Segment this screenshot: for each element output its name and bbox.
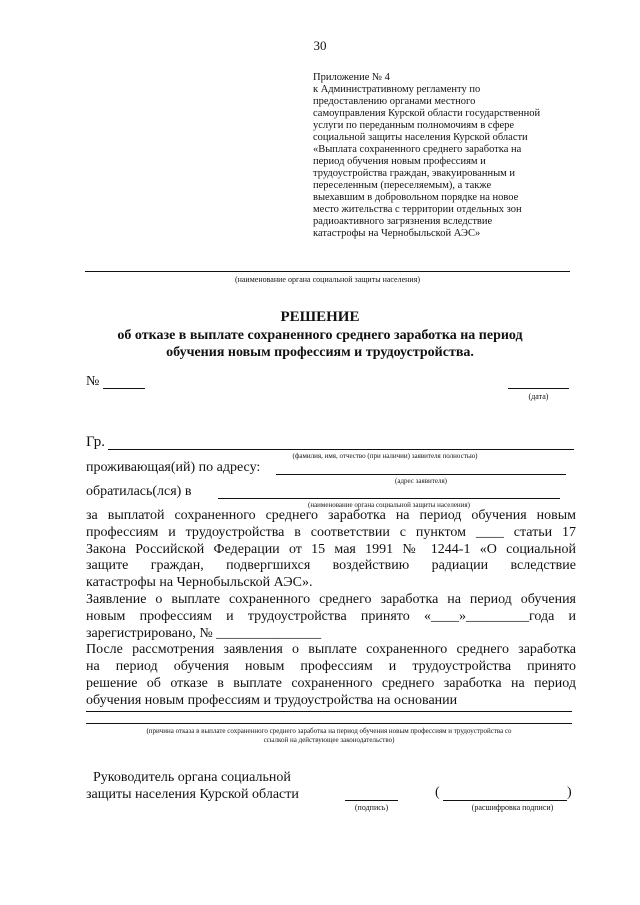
paragraph-1-line: профессиям и трудоустройства в соответствии с пунктом ____ статьи 17 xyxy=(86,524,576,540)
document-subtitle-line-2: обучения новым профессиям и трудоустройства. xyxy=(166,345,474,360)
organ-name-line xyxy=(85,271,570,272)
date-caption: (дата) xyxy=(528,392,549,401)
appendix-text-line: место жительства с территории отдельных зон xyxy=(313,204,522,215)
signer-title-line-2: защиты населения Курской области xyxy=(86,787,299,802)
appendix-text-line: выехавшим в добровольном порядке на новое xyxy=(313,192,519,203)
appendix-text-line: радиоактивного загрязнения вследствие xyxy=(313,216,493,227)
appendix-text-line: предоставлению органами местного xyxy=(313,96,476,107)
signature-decode-caption: (расшифровка подписи) xyxy=(471,803,554,812)
signature-caption: (подпись) xyxy=(354,803,389,812)
decode-close-paren: ) xyxy=(567,785,572,800)
organ-name-caption: (наименование органа социальной защиты населения) xyxy=(234,275,421,284)
reason-caption-line-1: (причина отказа в выплате сохраненного среднего заработка на период обучения новым профессиям и трудоустройства со xyxy=(146,727,512,735)
appendix-text-line: социальной защиты населения Курской области xyxy=(313,132,528,143)
paragraph-3 xyxy=(86,642,576,692)
paragraph-1-line: Закона Российской Федерации от 15 мая 1991 № 1244-1 «О социальной xyxy=(86,541,576,557)
paragraph-1-line: защите граждан, подвергшихся воздействию радиации вследствие xyxy=(86,558,576,574)
document-title: РЕШЕНИЕ xyxy=(280,309,360,325)
reason-line-1[interactable] xyxy=(86,711,572,712)
paragraph-1 xyxy=(86,508,576,575)
address-label: проживающая(ий) по адресу: xyxy=(86,460,261,475)
paragraph-1-last-line: катастрофы на Чернобыльской АЭС». xyxy=(86,575,313,591)
signature-decode-line[interactable] xyxy=(443,800,567,801)
reason-caption-line-2: ссылкой на действующее законодательство) xyxy=(263,736,395,744)
appendix-text xyxy=(313,84,578,240)
appendix-text-line: самоуправления Курской области государственной xyxy=(313,108,541,119)
appendix-text-line: переселенным (переселяемым), а также xyxy=(313,180,492,191)
appendix-block xyxy=(313,72,578,240)
appendix-text-line: «Выплата сохраненного среднего заработка на xyxy=(313,144,522,155)
applied-organ-line[interactable] xyxy=(218,498,560,499)
paragraph-3-line: После рассмотрения заявления о выплате сохраненного среднего заработка xyxy=(86,642,576,658)
document-subtitle-line-1: об отказе в выплате сохраненного среднего заработка на период xyxy=(117,328,523,343)
paragraph-3-last-line: обучения новым профессиям и трудоустройства на основании xyxy=(86,692,458,708)
appendix-text-line: катастрофы на Чернобыльской АЭС» xyxy=(313,228,481,239)
paragraph-2 xyxy=(86,592,576,626)
appendix-text-line: трудоустройства граждан, эвакуированным и xyxy=(313,168,516,179)
signer-title-line-1: Руководитель органа социальной xyxy=(93,770,291,785)
paragraph-3-line: на период обучения новым профессиям и трудоустройства принято xyxy=(86,659,576,675)
reason-line-2[interactable] xyxy=(86,723,572,724)
body-text xyxy=(86,508,576,710)
paragraph-2-line: новым профессиям и трудоустройства принято «____»_________года и xyxy=(86,608,576,624)
citizen-name-caption: (фамилия, имя, отчество (при наличии) заявителя полностью) xyxy=(292,452,478,460)
citizen-label: Гр. xyxy=(86,434,105,450)
page-number: 30 xyxy=(313,38,327,53)
applied-label: обратилась(лся) в xyxy=(86,484,192,499)
date-field-line[interactable] xyxy=(508,388,569,389)
appendix-text-line: услуги по переданным полномочиям в сфере xyxy=(313,120,515,131)
appendix-text-line: к Административному регламенту по xyxy=(313,84,481,95)
signature-line[interactable] xyxy=(345,800,398,801)
address-line[interactable] xyxy=(276,474,566,475)
decode-open-paren: ( xyxy=(435,785,440,800)
number-field-line[interactable] xyxy=(103,388,145,389)
number-label: № xyxy=(86,374,100,389)
citizen-name-line[interactable] xyxy=(108,449,574,450)
paragraph-1-line: за выплатой сохраненного среднего заработка на период обучения новым xyxy=(86,508,576,523)
appendix-text-line: период обучения новым профессиям и xyxy=(313,156,486,167)
applied-organ-caption: (наименование органа социальной защиты населения) xyxy=(308,501,470,509)
paragraph-2-line: Заявление о выплате сохраненного среднего заработка на период обучения xyxy=(86,591,576,607)
appendix-title: Приложение № 4 xyxy=(313,72,390,83)
paragraph-2-last-line: зарегистрировано, № _______________ xyxy=(86,625,322,641)
paragraph-3-line: решение об отказе в выплате сохраненного среднего заработка на период xyxy=(86,675,576,691)
address-caption: (адрес заявителя) xyxy=(395,477,447,485)
